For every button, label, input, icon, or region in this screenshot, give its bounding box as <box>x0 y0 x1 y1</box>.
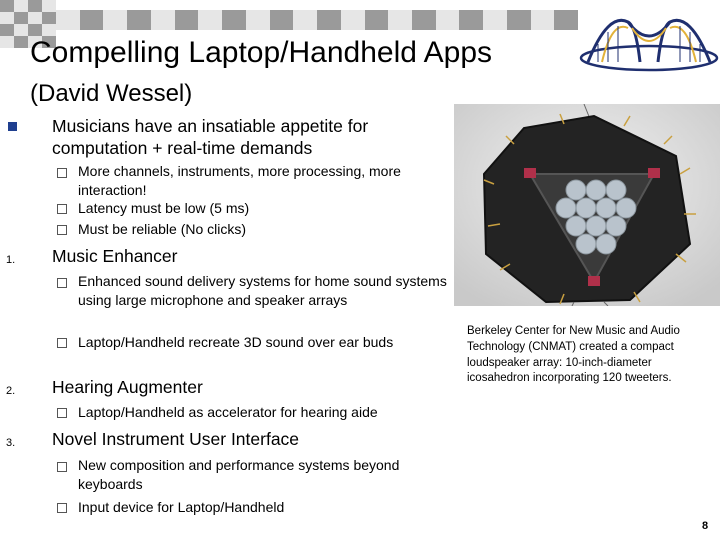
band-stripe <box>388 10 412 30</box>
band-stripe <box>317 10 341 30</box>
band-stripe <box>459 10 483 30</box>
band-stripe <box>246 10 270 30</box>
open-square-icon <box>57 408 67 418</box>
bullet-4-sub-1: New composition and performance systems beyond keyboards <box>78 457 400 492</box>
checker-cell <box>42 0 56 12</box>
checker-cell <box>14 0 28 12</box>
bullet-4-sub-2: Input device for Laptop/Handheld <box>78 499 285 515</box>
checker-cell <box>0 12 14 24</box>
checker-cell <box>28 0 42 12</box>
checker-cell <box>0 24 14 36</box>
checker-cell <box>42 12 56 24</box>
berkeley-arch-logo-icon <box>578 2 720 102</box>
band-stripe <box>507 10 531 30</box>
checker-cell <box>42 24 56 36</box>
band-stripe <box>222 10 246 30</box>
band-stripe <box>56 10 80 30</box>
open-square-icon <box>57 278 67 288</box>
band-stripe <box>412 10 436 30</box>
bullet-1-sub-3: Must be reliable (No clicks) <box>78 221 247 237</box>
bullet-3-number: 2. <box>6 385 16 397</box>
photo-caption: Berkeley Center for New Music and Audio Technology (CNMAT) created a compact loudspeaker array: 10-inch-diameter icosahedron incorporating 120 tweeters. <box>467 325 680 385</box>
page-number: 8 <box>702 520 709 532</box>
open-square-icon <box>57 503 67 513</box>
open-square-icon <box>57 338 67 348</box>
band-stripe <box>151 10 175 30</box>
band-stripe <box>175 10 199 30</box>
bullet-2-number: 1. <box>6 254 16 266</box>
bullet-1-sub-1: More channels, instruments, more processing, more interaction! <box>78 163 401 198</box>
band-stripe <box>80 10 104 30</box>
bullet-3-sub-1: Laptop/Handheld as accelerator for hearing aide <box>78 404 378 420</box>
checker-cell <box>14 24 28 36</box>
band-stripe <box>127 10 151 30</box>
bullet-3-text: Hearing Augmenter <box>52 377 203 397</box>
bullet-1-sub-2: Latency must be low (5 ms) <box>78 200 250 216</box>
slide-subtitle: (David Wessel) <box>30 80 193 107</box>
open-square-icon <box>57 168 67 178</box>
band-stripe <box>436 10 460 30</box>
band-stripe <box>293 10 317 30</box>
stripe-band-decoration <box>56 10 578 30</box>
band-stripe <box>270 10 294 30</box>
checker-cell <box>28 12 42 24</box>
band-stripe <box>554 10 578 30</box>
bullet-1-text: Musicians have an insatiable appetite for computation + real-time demands <box>52 116 369 158</box>
band-stripe <box>483 10 507 30</box>
checker-cell <box>0 36 14 48</box>
open-square-icon <box>57 462 67 472</box>
band-stripe <box>341 10 365 30</box>
open-square-icon <box>57 204 67 214</box>
checker-cell <box>14 36 28 48</box>
band-stripe <box>103 10 127 30</box>
icosahedron-speaker-photo <box>454 104 720 306</box>
bullet-2-sub-1: Enhanced sound delivery systems for home sound systems using large microphone and speaker arrays <box>78 273 447 308</box>
bullet-4-text: Novel Instrument User Interface <box>52 429 300 449</box>
open-square-icon <box>57 225 67 235</box>
slide-title: Compelling Laptop/Handheld Apps <box>30 36 492 69</box>
band-stripe <box>365 10 389 30</box>
bullet-4-number: 3. <box>6 437 16 449</box>
checker-cell <box>0 0 14 12</box>
checker-cell <box>14 12 28 24</box>
band-stripe <box>198 10 222 30</box>
bullet-2-text: Music Enhancer <box>52 246 178 266</box>
bullet-2-sub-2: Laptop/Handheld recreate 3D sound over ear buds <box>78 334 394 350</box>
band-stripe <box>531 10 555 30</box>
square-bullet-icon <box>8 122 17 131</box>
checker-cell <box>28 24 42 36</box>
